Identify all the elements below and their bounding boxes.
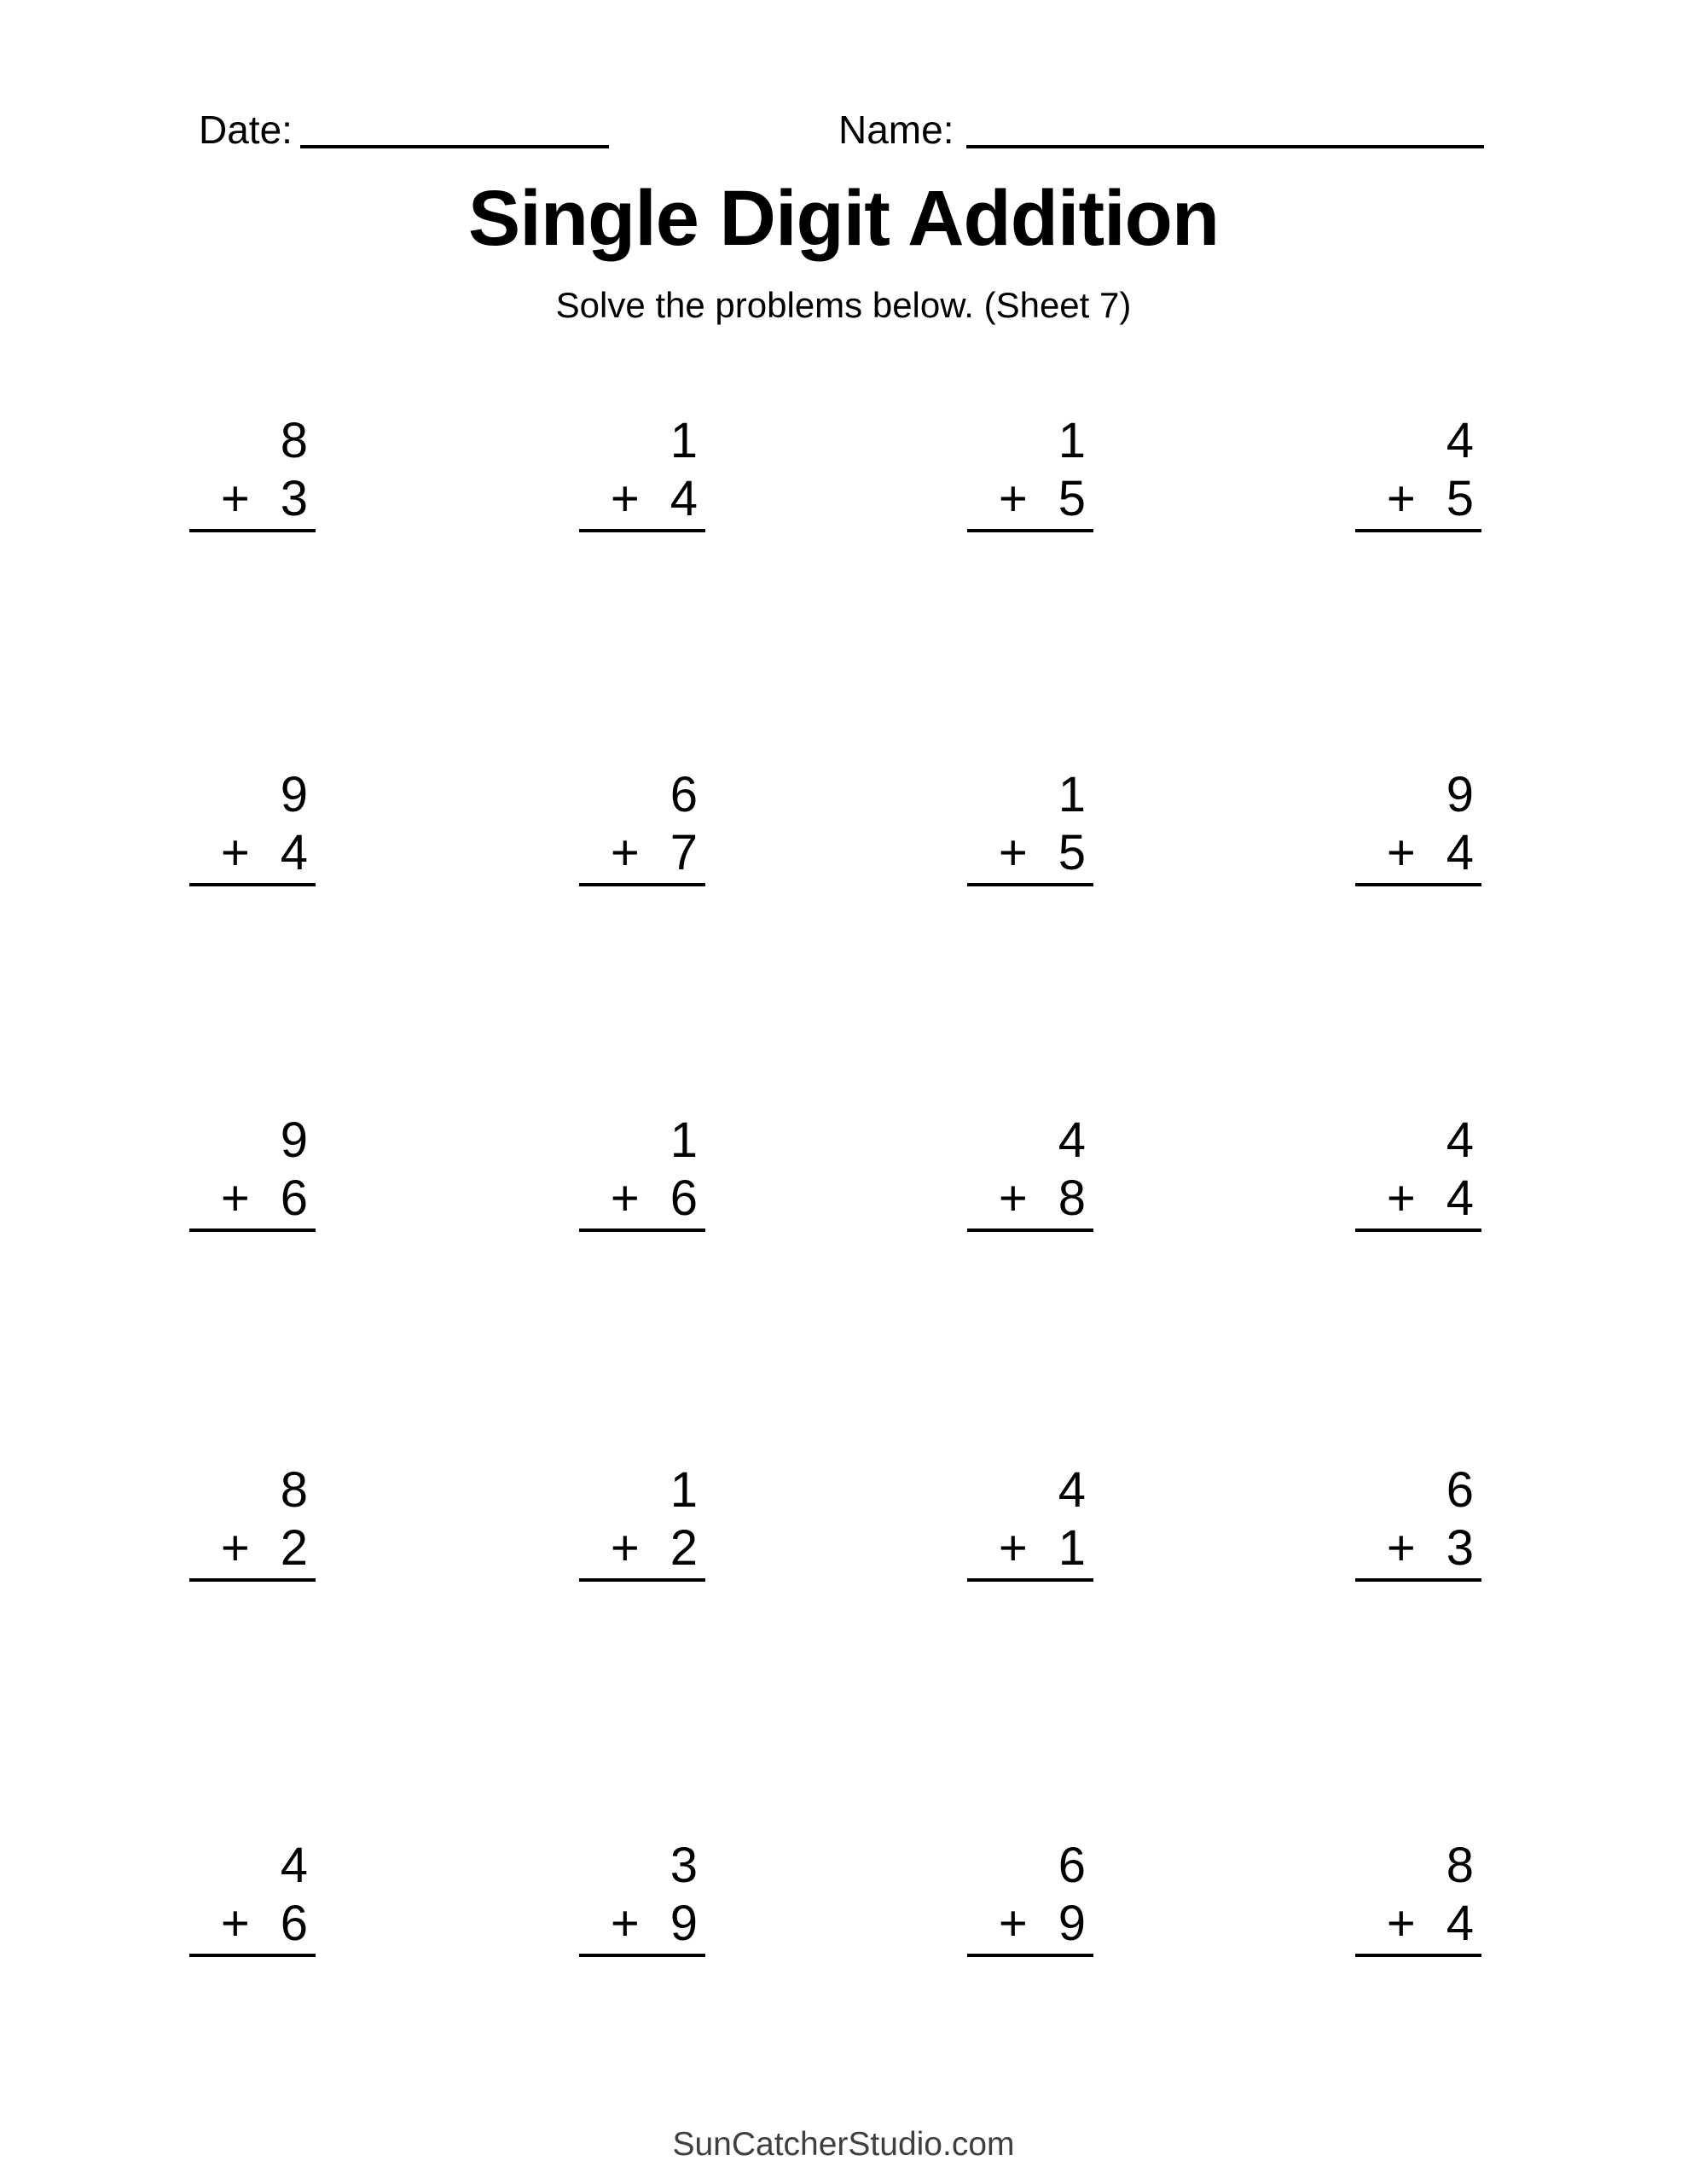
operand-row [579, 470, 705, 528]
addend-bottom: 1 [1058, 1520, 1086, 1576]
addition-problem [1355, 766, 1481, 886]
plus-operator: + [610, 1520, 640, 1576]
addend-top: 3 [670, 1838, 698, 1893]
answer-line [189, 883, 316, 886]
site-credit: SunCatcherStudio.com [672, 2126, 1015, 2163]
operand-row [189, 1895, 316, 1953]
plus-operator: + [1386, 471, 1416, 526]
plus-operator: + [610, 1170, 640, 1226]
addition-problem [1355, 1837, 1481, 1957]
operand-row [967, 1519, 1093, 1577]
addition-problem [967, 1461, 1093, 1582]
answer-line [1355, 529, 1481, 532]
addend-bottom: 2 [280, 1520, 308, 1576]
answer-line [189, 529, 316, 532]
answer-line [1355, 883, 1481, 886]
operand-row [1355, 470, 1481, 528]
addend-top: 1 [670, 1462, 698, 1518]
answer-line [579, 1578, 705, 1582]
addend-top: 8 [280, 413, 308, 468]
plus-operator: + [1386, 825, 1416, 880]
addend-bottom: 4 [1446, 825, 1474, 880]
plus-operator: + [220, 471, 250, 526]
page-title: Single Digit Addition [467, 175, 1220, 262]
addend-top: 4 [1058, 1462, 1086, 1518]
operand-row [579, 1895, 705, 1953]
addend-bottom: 5 [1446, 471, 1474, 526]
name-label: Name: [838, 107, 954, 152]
addend-top: 6 [670, 767, 698, 822]
plus-operator: + [220, 1520, 250, 1576]
addend-bottom: 5 [1058, 825, 1086, 880]
plus-operator: + [610, 1896, 640, 1951]
answer-line [579, 1228, 705, 1232]
addend-bottom: 6 [280, 1896, 308, 1951]
addend-top: 4 [1446, 1112, 1474, 1168]
answer-line [967, 883, 1093, 886]
addition-problem [967, 1837, 1093, 1957]
addition-problem [967, 766, 1093, 886]
date-label: Date: [199, 107, 293, 152]
plus-operator: + [1386, 1896, 1416, 1951]
addition-problem [1355, 1461, 1481, 1582]
answer-line [967, 1228, 1093, 1232]
addend-bottom: 4 [1446, 1896, 1474, 1951]
addend-bottom: 4 [1446, 1170, 1474, 1226]
addend-top: 8 [1446, 1838, 1474, 1893]
addition-problem [1355, 412, 1481, 532]
addition-problem [189, 766, 316, 886]
addition-problem [579, 412, 705, 532]
addend-bottom: 9 [1058, 1896, 1086, 1951]
operand-row [1355, 824, 1481, 882]
addition-problem [579, 1837, 705, 1957]
operand-row [189, 1519, 316, 1577]
operand-row [189, 824, 316, 882]
plus-operator: + [998, 471, 1028, 526]
plus-operator: + [220, 825, 250, 880]
plus-operator: + [220, 1170, 250, 1226]
addend-bottom: 7 [670, 825, 698, 880]
addend-bottom: 3 [280, 471, 308, 526]
answer-line [579, 883, 705, 886]
operand-row [579, 824, 705, 882]
addend-top: 9 [280, 767, 308, 822]
addend-top: 4 [280, 1838, 308, 1893]
addend-top: 6 [1446, 1462, 1474, 1518]
addition-problem [189, 1461, 316, 1582]
addition-problem [189, 412, 316, 532]
addend-bottom: 9 [670, 1896, 698, 1951]
addend-top: 4 [1446, 413, 1474, 468]
addend-bottom: 5 [1058, 471, 1086, 526]
plus-operator: + [610, 471, 640, 526]
answer-line [967, 529, 1093, 532]
addition-problem [189, 1112, 316, 1232]
addend-bottom: 3 [1446, 1520, 1474, 1576]
plus-operator: + [998, 1170, 1028, 1226]
answer-line [189, 1228, 316, 1232]
operand-row [967, 824, 1093, 882]
addend-bottom: 6 [280, 1170, 308, 1226]
operand-row [1355, 1519, 1481, 1577]
operand-row [967, 1895, 1093, 1953]
addend-top: 9 [280, 1112, 308, 1168]
addend-top: 6 [1058, 1838, 1086, 1893]
answer-line [1355, 1954, 1481, 1957]
addition-problem [579, 1461, 705, 1582]
answer-line [189, 1578, 316, 1582]
addend-top: 4 [1058, 1112, 1086, 1168]
addend-bottom: 4 [280, 825, 308, 880]
plus-operator: + [1386, 1520, 1416, 1576]
addition-problem [967, 412, 1093, 532]
operand-row [1355, 1170, 1481, 1228]
addition-problem [579, 766, 705, 886]
addend-top: 1 [1058, 767, 1086, 822]
answer-line [1355, 1578, 1481, 1582]
plus-operator: + [220, 1896, 250, 1951]
addend-top: 1 [1058, 413, 1086, 468]
addend-bottom: 6 [670, 1170, 698, 1226]
addition-problem [967, 1112, 1093, 1232]
addend-top: 8 [280, 1462, 308, 1518]
addend-bottom: 2 [670, 1520, 698, 1576]
answer-line [1355, 1228, 1481, 1232]
operand-row [1355, 1895, 1481, 1953]
addition-problem [189, 1837, 316, 1957]
addend-bottom: 8 [1058, 1170, 1086, 1226]
answer-line [579, 1954, 705, 1957]
addend-top: 9 [1446, 767, 1474, 822]
addend-bottom: 4 [670, 471, 698, 526]
operand-row [579, 1170, 705, 1228]
answer-line [967, 1578, 1093, 1582]
addend-top: 1 [670, 413, 698, 468]
plus-operator: + [1386, 1170, 1416, 1226]
operand-row [967, 470, 1093, 528]
addition-problem [1355, 1112, 1481, 1232]
addition-problem [579, 1112, 705, 1232]
answer-line [967, 1954, 1093, 1957]
operand-row [579, 1519, 705, 1577]
operand-row [967, 1170, 1093, 1228]
plus-operator: + [610, 825, 640, 880]
answer-line [189, 1954, 316, 1957]
plus-operator: + [998, 825, 1028, 880]
addend-top: 1 [670, 1112, 698, 1168]
plus-operator: + [998, 1896, 1028, 1951]
operand-row [189, 1170, 316, 1228]
operand-row [189, 470, 316, 528]
page-subtitle: Solve the problems below. (Sheet 7) [555, 285, 1132, 325]
answer-line [579, 529, 705, 532]
plus-operator: + [998, 1520, 1028, 1576]
